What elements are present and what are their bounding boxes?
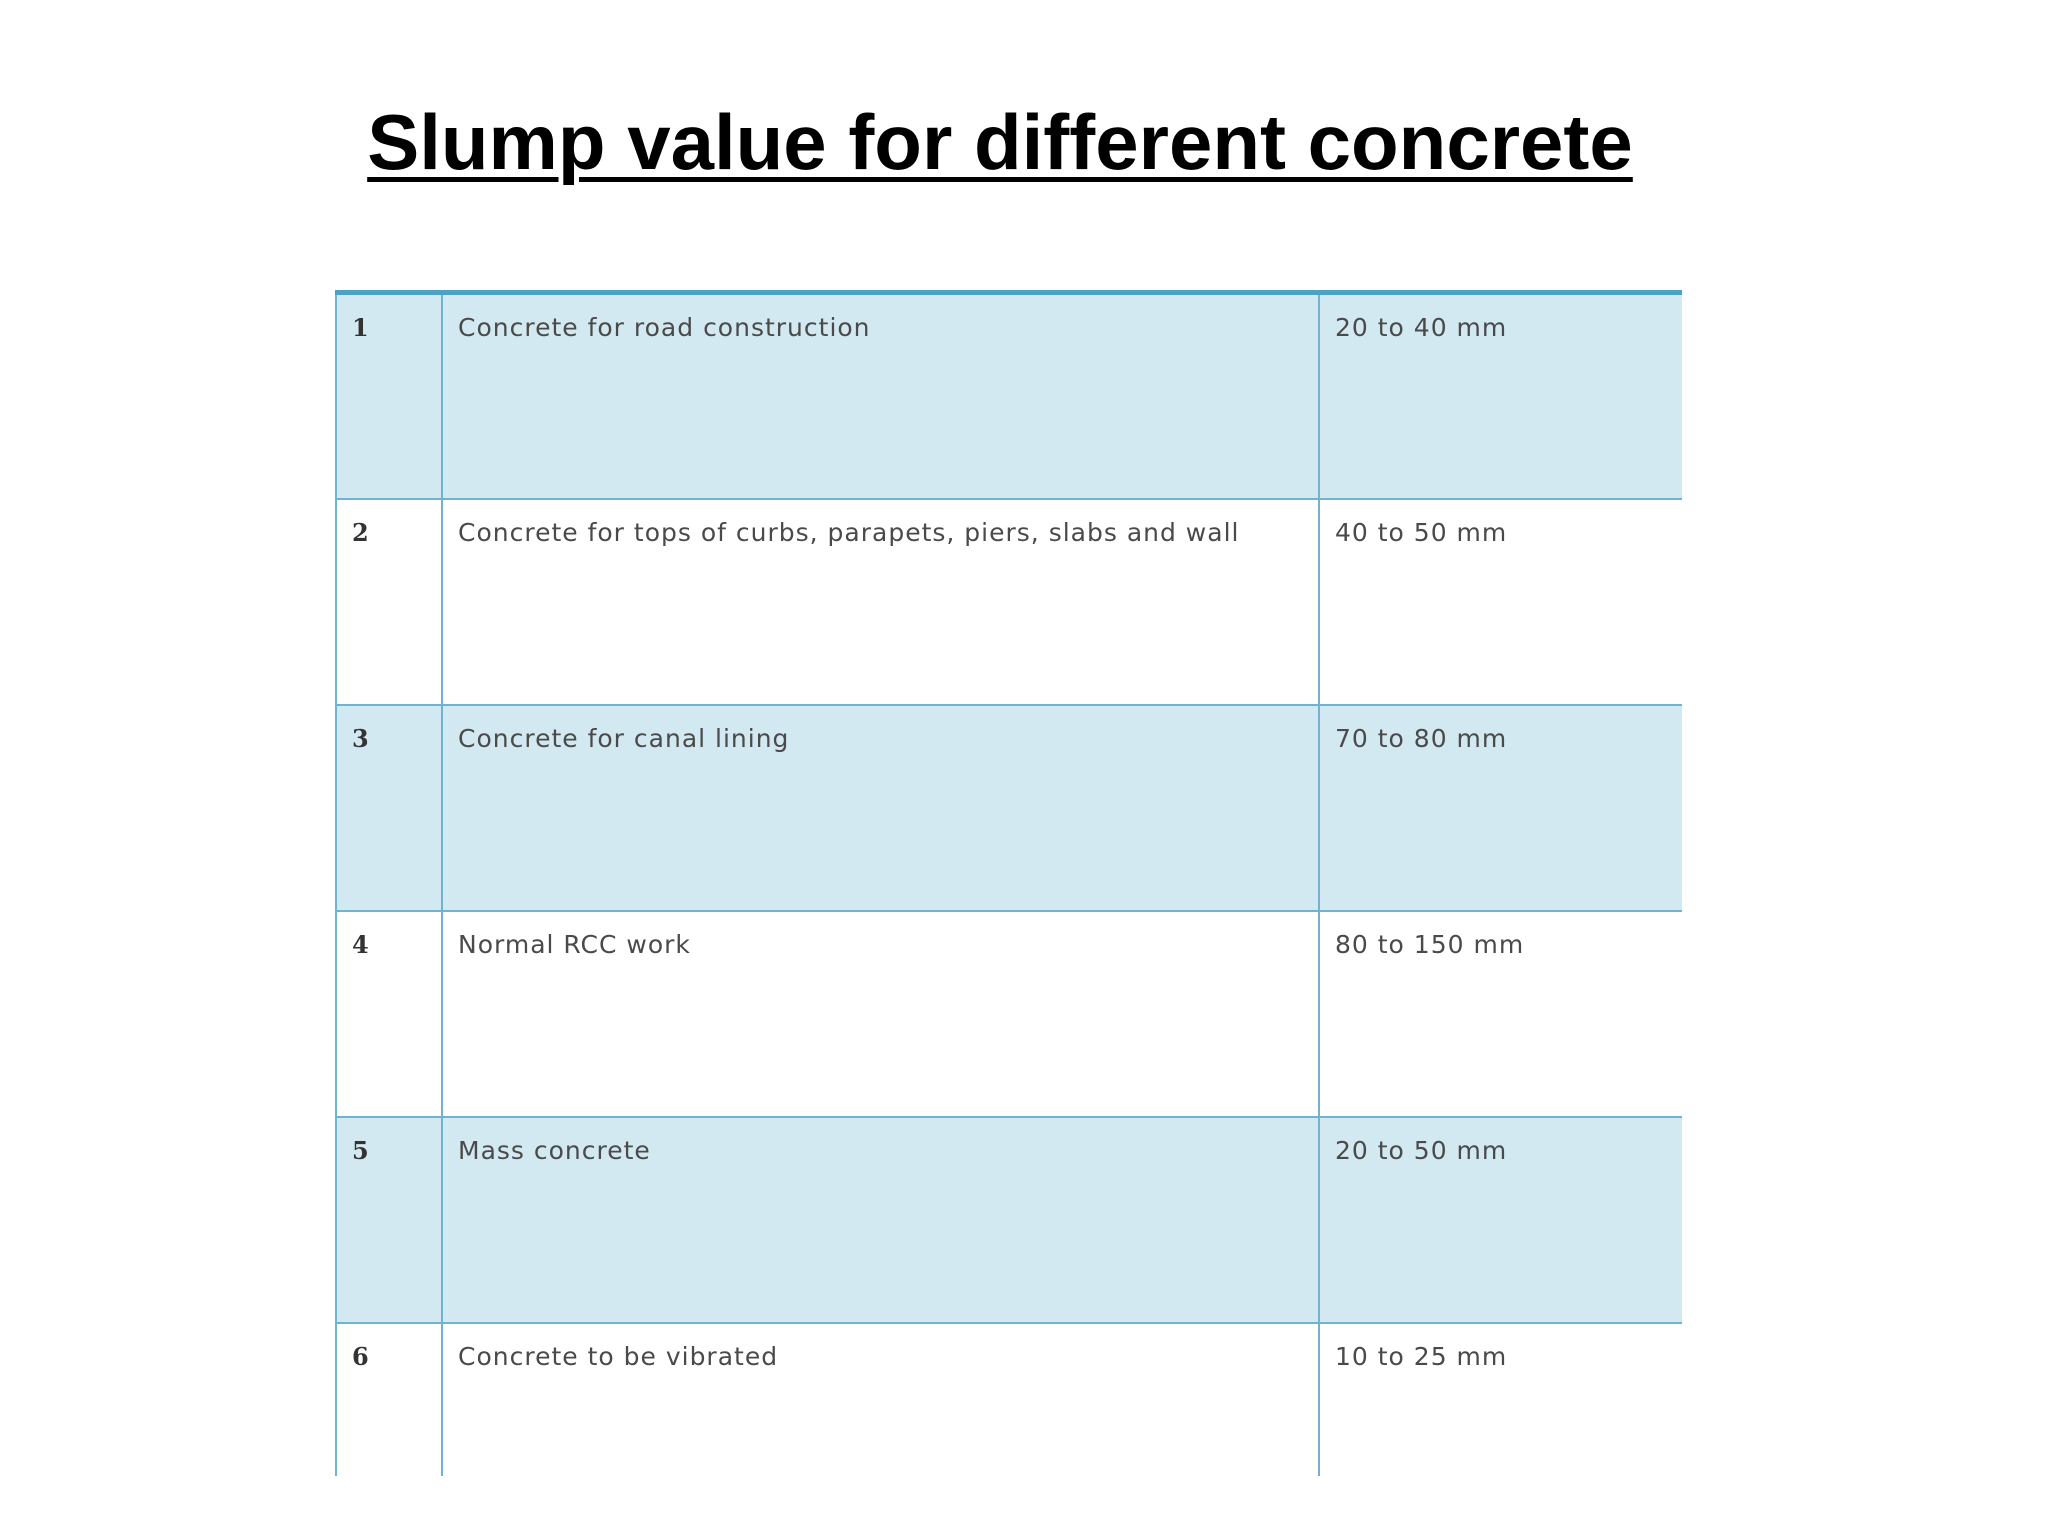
row-number: 5 <box>336 1117 442 1323</box>
row-number: 6 <box>336 1323 442 1476</box>
table-row <box>336 705 1682 911</box>
slump-value: 10 to 25 mm <box>1319 1323 1682 1476</box>
slide-title-text: Slump value for different concrete <box>367 98 1633 186</box>
row-number: 3 <box>336 705 442 911</box>
table-row <box>336 499 1682 705</box>
slump-value: 70 to 80 mm <box>1319 705 1682 911</box>
concrete-type: Mass concrete <box>442 1117 1319 1323</box>
slump-value: 20 to 50 mm <box>1319 1117 1682 1323</box>
table-row <box>336 1117 1682 1323</box>
table-row <box>336 1323 1682 1476</box>
row-number: 2 <box>336 499 442 705</box>
table-row <box>336 293 1682 499</box>
concrete-type: Concrete for tops of curbs, parapets, piers, slabs and wall <box>442 499 1319 705</box>
row-number: 1 <box>336 293 442 499</box>
concrete-type: Normal RCC work <box>442 911 1319 1117</box>
concrete-type: Concrete to be vibrated <box>442 1323 1319 1476</box>
slump-value: 20 to 40 mm <box>1319 293 1682 499</box>
row-number: 4 <box>336 911 442 1117</box>
table-row <box>336 911 1682 1117</box>
slump-value-table <box>335 290 1682 1476</box>
concrete-type: Concrete for road construction <box>442 293 1319 499</box>
slump-value: 40 to 50 mm <box>1319 499 1682 705</box>
concrete-type: Concrete for canal lining <box>442 705 1319 911</box>
slump-value: 80 to 150 mm <box>1319 911 1682 1117</box>
slide-title <box>0 92 2000 192</box>
